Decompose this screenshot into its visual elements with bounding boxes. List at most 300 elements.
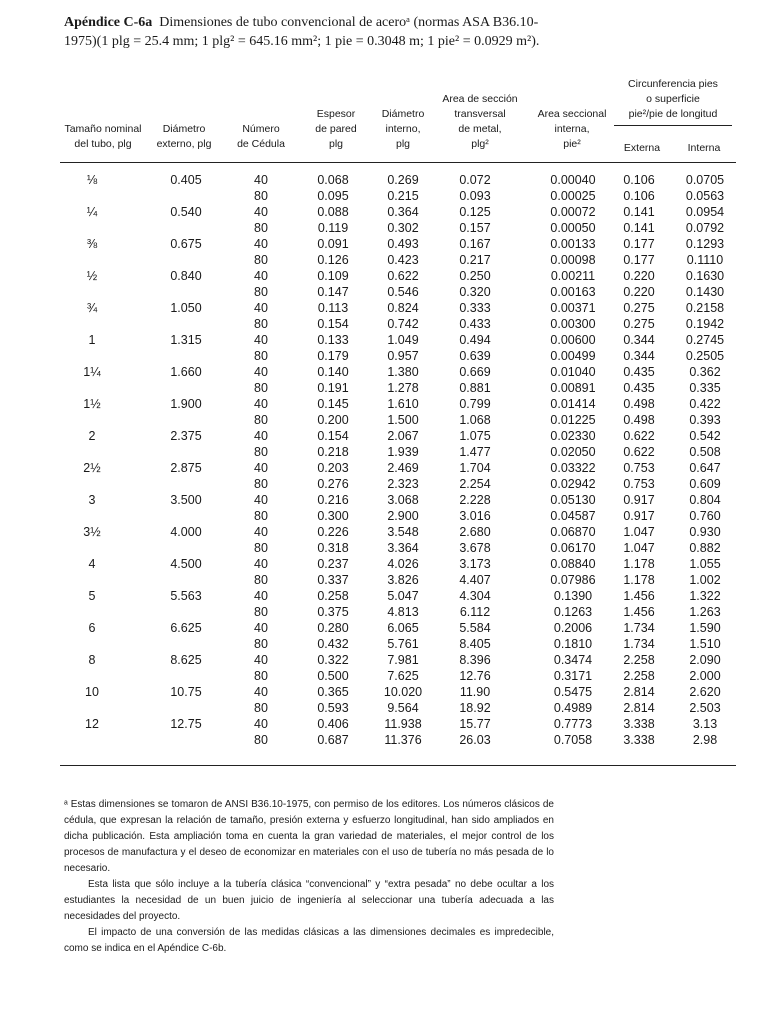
table-cell: 0.095 [317, 189, 349, 203]
table-cell: 3.548 [387, 525, 419, 539]
table-cell: 0.508 [689, 445, 721, 459]
table-cell: 10.75 [170, 685, 202, 699]
table-cell: 4.500 [170, 557, 202, 571]
table-cell: 1.075 [459, 429, 491, 443]
table-cell: 0.622 [387, 269, 419, 283]
table-cell: 0.753 [623, 461, 655, 475]
table-cell: 0.840 [170, 269, 202, 283]
table-cell: 40 [254, 173, 268, 187]
table-cell: 0.435 [623, 365, 655, 379]
footnote-engineering-judgment: Esta lista que sólo incluye a la tubería clásica “convencional” y “extra pesada” no debe ocultar a los estudiantes la necesidad de un buen juicio de ingeniería al seleccionar una tubería adecuada a las necesidades del proyecto. [64, 879, 554, 922]
table-cell: 0.093 [459, 189, 491, 203]
table-cell: 0.0954 [685, 205, 725, 219]
table-cell: 80 [254, 477, 268, 491]
table-bottom-rule [60, 765, 736, 766]
table-cell: 0.00098 [550, 253, 596, 267]
table-cell: ¾ [86, 301, 98, 315]
table-cell: 0.125 [459, 205, 491, 219]
table-cell: 0.0563 [685, 189, 725, 203]
table-cell: 0.01225 [550, 413, 596, 427]
table-cell: 0.337 [317, 573, 349, 587]
table-cell: 1.380 [387, 365, 419, 379]
table-cell: 0.1263 [553, 605, 593, 619]
table-cell: 0.335 [689, 381, 721, 395]
table-cell: 0.1390 [553, 589, 593, 603]
table-cell: 1.456 [623, 589, 655, 603]
table-cell: 6.625 [170, 621, 202, 635]
table-cell: 0.432 [317, 637, 349, 651]
table-cell: 0.760 [689, 509, 721, 523]
table-cell: 0.333 [459, 301, 491, 315]
table-cell: 0.237 [317, 557, 349, 571]
table-cell: 0.300 [317, 509, 349, 523]
table-cell: 40 [254, 557, 268, 571]
table-cell: 80 [254, 509, 268, 523]
table-cell: 10 [85, 685, 99, 699]
table-cell: 80 [254, 733, 268, 747]
table-cell: 6.112 [459, 605, 491, 619]
table-cell: 0.881 [459, 381, 491, 395]
header-nominal-size: Tamaño nominal del tubo, plg [64, 123, 142, 150]
table-cell: 0.2006 [553, 621, 593, 635]
table-cell: 2.254 [459, 477, 491, 491]
table-cell: 1.049 [387, 333, 419, 347]
header-wall-thickness: Espesor de pared plg [315, 108, 357, 150]
table-cell: 10.020 [383, 685, 423, 699]
table-cell: 0.220 [623, 269, 655, 283]
table-cell: 1.047 [623, 525, 655, 539]
table-cell: 0.275 [623, 317, 655, 331]
table-cell: 0.00300 [550, 317, 596, 331]
table-cell: 0.622 [623, 445, 655, 459]
table-cell: 0.00499 [550, 349, 596, 363]
table-cell: 80 [254, 573, 268, 587]
table-cell: 5 [88, 589, 96, 603]
table-cell: 0.3474 [553, 653, 593, 667]
table-cell: 0.344 [623, 349, 655, 363]
table-cell: 0.109 [317, 269, 349, 283]
table-cell: 0.320 [459, 285, 491, 299]
table-cell: 0.203 [317, 461, 349, 475]
table-cell: ⅛ [86, 173, 98, 187]
table-cell: 5.584 [459, 621, 491, 635]
header-internal-section-area: Area seccional interna, pie² [537, 108, 607, 150]
table-cell: 0.742 [387, 317, 419, 331]
table-cell: 0.364 [387, 205, 419, 219]
table-cell: 0.609 [689, 477, 721, 491]
table-cell: 3.173 [459, 557, 491, 571]
table-cell: 0.275 [623, 301, 655, 315]
table-cell: 0.365 [317, 685, 349, 699]
table-cell: 7.625 [387, 669, 419, 683]
table-cell: 0.494 [459, 333, 491, 347]
table-cell: 40 [254, 429, 268, 443]
table-cell: 1.178 [623, 573, 655, 587]
table-cell: 0.154 [317, 317, 349, 331]
table-cell: 2 [88, 429, 96, 443]
table-cell: 4.000 [170, 525, 202, 539]
table-cell: 0.917 [623, 493, 655, 507]
table-cell: 0.119 [317, 221, 349, 235]
table-cell: 0.088 [317, 205, 349, 219]
table-cell: 0.882 [689, 541, 721, 555]
table-cell: 0.753 [623, 477, 655, 491]
table-cell: 2.375 [170, 429, 202, 443]
table-cell: 0.06870 [550, 525, 596, 539]
column-circumference-external [614, 172, 664, 748]
table-cell: 2.258 [623, 653, 655, 667]
table-cell: 40 [254, 237, 268, 251]
table-cell: 80 [254, 605, 268, 619]
table-cell: 0.1110 [686, 253, 724, 267]
table-cell: 0.01040 [550, 365, 596, 379]
table-cell: 0.00040 [550, 173, 596, 187]
table-cell: 1.278 [387, 381, 419, 395]
footnote-source: ᵃ Estas dimensiones se tomaron de ANSI B36.10-1975, con permiso de los editores. Los números clásicos de cédula, que expresan la relación de tamaño, presión externa y esfuerzo longitudinal, han sido ampliados en dicha publicación. Esta ampliación toma en cuenta la gran variedad de materiales, el mejor control de los procesos de manufactura y el deseo de economizar en materiales con el uso de tubería no más pesada de lo necesario. [64, 799, 554, 874]
table-cell: ⅜ [86, 237, 98, 251]
table-cell: 1.610 [387, 397, 419, 411]
table-cell: 0.7058 [553, 733, 593, 747]
table-cell: 0.00600 [550, 333, 596, 347]
table-cell: 12.75 [170, 717, 202, 731]
table-cell: 2.620 [689, 685, 721, 699]
table-cell: 3.826 [387, 573, 419, 587]
table-cell: 0.498 [623, 397, 655, 411]
table-cell: 2.814 [623, 701, 655, 715]
table-cell: 0.344 [623, 333, 655, 347]
table-cell: 0.218 [317, 445, 349, 459]
table-cell: 80 [254, 221, 268, 235]
table-cell: 0.05130 [550, 493, 596, 507]
table-cell: 0.08840 [550, 557, 596, 571]
table-cell: 0.216 [317, 493, 349, 507]
header-rule [60, 162, 736, 163]
appendix-label: Apéndice C-6a [64, 15, 153, 30]
table-cell: 0.06170 [550, 541, 596, 555]
table-cell: 9.564 [387, 701, 419, 715]
header-internal-diameter: Diámetro interno, plg [381, 108, 425, 150]
table-cell: 1.477 [459, 445, 491, 459]
table-cell: 0.091 [317, 237, 349, 251]
table-cell: 0.930 [689, 525, 721, 539]
table-cell: 12 [85, 717, 99, 731]
table-cell: 1.734 [623, 621, 655, 635]
table-cell: 0.498 [623, 413, 655, 427]
table-cell: 80 [254, 669, 268, 683]
table-cell: 40 [254, 461, 268, 475]
column-circumference-internal [678, 172, 732, 748]
table-cell: 1½ [83, 397, 101, 411]
table-cell: 8.396 [459, 653, 491, 667]
table-cell: 0.00891 [550, 381, 596, 395]
table-cell: 0.542 [689, 429, 721, 443]
table-cell: 0.1630 [685, 269, 725, 283]
table-cell: 0.106 [623, 173, 655, 187]
table-cell: 80 [254, 253, 268, 267]
table-cell: 0.00211 [550, 269, 596, 283]
table-cell: 0.191 [317, 381, 349, 395]
table-cell: 2.98 [692, 733, 718, 747]
table-cell: 0.106 [623, 189, 655, 203]
table-cell: 0.2158 [685, 301, 725, 315]
table-cell: 3.338 [623, 733, 655, 747]
table-cell: 2.875 [170, 461, 202, 475]
table-cell: 4.304 [459, 589, 491, 603]
table-cell: 0.177 [623, 253, 655, 267]
table-cell: 1.500 [387, 413, 419, 427]
table-cell: 0.01414 [550, 397, 596, 411]
table-cell: 0.647 [689, 461, 721, 475]
footnote-conversion-impact: El impacto de una conversión de las medidas clásicas a las dimensiones decimales es impredecible, como se indica en el Apéndice C-6b. [64, 927, 554, 954]
column-internal-section-area [536, 172, 610, 748]
table-cell: 0.302 [387, 221, 419, 235]
table-cell: 1.939 [387, 445, 419, 459]
table-cell: 0.322 [317, 653, 349, 667]
header-circumference-external: Externa [623, 142, 661, 154]
table-cell: 1.590 [689, 621, 721, 635]
table-cell: 0.433 [459, 317, 491, 331]
table-cell: 2.258 [623, 669, 655, 683]
table-cell: 2.469 [387, 461, 419, 475]
table-cell: 0.00371 [550, 301, 596, 315]
table-cell: 80 [254, 701, 268, 715]
title-text-line1: Dimensiones de tubo convencional de aceroᵃ (normas ASA B36.10- [159, 15, 539, 30]
table-cell: 80 [254, 317, 268, 331]
table-cell: 3½ [83, 525, 101, 539]
table-cell: 40 [254, 397, 268, 411]
table-cell: 0.4989 [553, 701, 593, 715]
table-cell: 80 [254, 413, 268, 427]
table-cell: 1.002 [689, 573, 721, 587]
table-cell: 1.510 [689, 637, 721, 651]
table-cell: 11.938 [384, 717, 422, 731]
table-cell: 1.263 [689, 605, 721, 619]
table-cell: 3.13 [692, 717, 718, 731]
table-cell: 0.00072 [550, 205, 596, 219]
table-cell: 0.269 [387, 173, 419, 187]
table-cell: 0.0792 [685, 221, 725, 235]
table-cell: 40 [254, 269, 268, 283]
table-cell: 80 [254, 349, 268, 363]
table-cell: 0.493 [387, 237, 419, 251]
table-cell: 1 [88, 333, 96, 347]
footnotes [64, 797, 554, 957]
table-cell: 0.280 [317, 621, 349, 635]
table-cell: 0.824 [387, 301, 419, 315]
table-cell: ¼ [86, 205, 98, 219]
table-cell: 1.178 [623, 557, 655, 571]
table-cell: 3.364 [387, 541, 419, 555]
table-cell: 11.90 [459, 685, 491, 699]
table-cell: 0.2505 [685, 349, 725, 363]
table-cell: 5.761 [387, 637, 419, 651]
table-cell: 0.00025 [550, 189, 596, 203]
table-cell: 2.323 [387, 477, 419, 491]
table-cell: 1.660 [170, 365, 202, 379]
table-cell: 0.546 [387, 285, 419, 299]
table-cell: 40 [254, 333, 268, 347]
table-cell: 0.157 [459, 221, 491, 235]
table-cell: 0.126 [317, 253, 349, 267]
table-cell: 12.76 [459, 669, 491, 683]
table-cell: 0.422 [689, 397, 721, 411]
table-cell: 0.362 [689, 365, 721, 379]
table-cell: 80 [254, 445, 268, 459]
table-cell: 3.016 [459, 509, 491, 523]
table-cell: 2.680 [459, 525, 491, 539]
header-external-diameter: Diámetro externo, plg [156, 123, 212, 150]
table-cell: 0.405 [170, 173, 202, 187]
table-cell: 40 [254, 493, 268, 507]
column-nominal-size [64, 172, 120, 748]
table-cell: 1.050 [170, 301, 202, 315]
table-cell: 2.228 [459, 493, 491, 507]
table-cell: 0.217 [459, 253, 491, 267]
table-cell: 40 [254, 717, 268, 731]
table-cell: 0.5475 [553, 685, 593, 699]
table-cell: 0.669 [459, 365, 491, 379]
table-cell: 40 [254, 525, 268, 539]
table-cell: 0.7773 [553, 717, 593, 731]
column-wall-thickness [303, 172, 363, 748]
table-cell: 3.500 [170, 493, 202, 507]
table-cell: 0.423 [387, 253, 419, 267]
table-cell: 1.315 [170, 333, 202, 347]
table-cell: 11.376 [384, 733, 422, 747]
table-cell: 3 [88, 493, 96, 507]
table-cell: 0.799 [459, 397, 491, 411]
table-cell: 1.322 [689, 589, 721, 603]
table-cell: 0.140 [317, 365, 349, 379]
table-cell: 0.593 [317, 701, 349, 715]
table-cell: 6 [88, 621, 96, 635]
table-cell: 40 [254, 685, 268, 699]
table-cell: 0.00163 [550, 285, 596, 299]
table-cell: 80 [254, 189, 268, 203]
table-cell: 80 [254, 541, 268, 555]
title-text-line2: 1975)(1 plg = 25.4 mm; 1 plg² = 645.16 mm²; 1 pie = 0.3048 m; 1 pie² = 0.0929 m²). [64, 34, 540, 49]
table-cell: 0.167 [459, 237, 491, 251]
table-cell: 80 [254, 381, 268, 395]
table-cell: 2.000 [689, 669, 721, 683]
table-cell: 15.77 [459, 717, 491, 731]
table-cell: 0.500 [317, 669, 349, 683]
table-cell: 0.07986 [550, 573, 596, 587]
table-cell: 5.047 [387, 589, 419, 603]
table-cell: 1.734 [623, 637, 655, 651]
header-circumference-group: Circunferencia pies o superficie pie²/pie de longitud [628, 78, 718, 120]
header-circumference-internal: Interna [687, 142, 721, 154]
table-cell: 0.02942 [550, 477, 596, 491]
table-cell: 40 [254, 205, 268, 219]
table-cell: 2.900 [387, 509, 419, 523]
table-cell: 1.055 [689, 557, 721, 571]
table-cell: 26.03 [459, 733, 491, 747]
header-schedule-number: Número de Cédula [237, 123, 285, 150]
table-cell: 0.220 [623, 285, 655, 299]
table-cell: 1.068 [459, 413, 491, 427]
table-cell: 40 [254, 589, 268, 603]
table-cell: 0.226 [317, 525, 349, 539]
table-cell: 0.177 [623, 237, 655, 251]
table-cell: 0.375 [317, 605, 349, 619]
table-cell: 0.141 [623, 205, 655, 219]
table-cell: 0.068 [317, 173, 349, 187]
table-cell: 0.02330 [550, 429, 596, 443]
column-schedule-number [236, 172, 286, 748]
table-cell: 4.026 [387, 557, 419, 571]
appendix-title [64, 13, 564, 51]
table-cell: 0.540 [170, 205, 202, 219]
table-cell: 0.141 [623, 221, 655, 235]
table-cell: 18.92 [459, 701, 491, 715]
table-cell: 40 [254, 301, 268, 315]
table-cell: 4 [88, 557, 96, 571]
table-cell: 0.276 [317, 477, 349, 491]
table-cell: 1.900 [170, 397, 202, 411]
table-cell: 3.338 [623, 717, 655, 731]
table-cell: 1.456 [623, 605, 655, 619]
table-cell: 2.090 [689, 653, 721, 667]
table-cell: 2.067 [387, 429, 419, 443]
column-metal-area [446, 172, 504, 748]
table-cell: 1¼ [83, 365, 101, 379]
table-cell: 8.625 [170, 653, 202, 667]
table-cell: 0.1810 [553, 637, 593, 651]
table-cell: 0.957 [387, 349, 419, 363]
table-cell: 8.405 [459, 637, 491, 651]
table-cell: 0.406 [317, 717, 349, 731]
header-metal-area: Area de sección transversal de metal, plg² [442, 93, 518, 150]
table-cell: 1.047 [623, 541, 655, 555]
table-cell: ½ [86, 269, 98, 283]
table-cell: 2.814 [623, 685, 655, 699]
table-cell: 0.3171 [553, 669, 593, 683]
table-cell: 0.133 [317, 333, 349, 347]
column-external-diameter [148, 172, 224, 748]
table-cell: 0.393 [689, 413, 721, 427]
table-cell: 7.981 [387, 653, 419, 667]
table-cell: 0.1942 [685, 317, 725, 331]
table-cell: 40 [254, 621, 268, 635]
table-cell: 0.02050 [550, 445, 596, 459]
table-cell: 0.145 [317, 397, 349, 411]
table-cell: 40 [254, 653, 268, 667]
table-cell: 5.563 [170, 589, 202, 603]
table-cell: 0.215 [387, 189, 419, 203]
table-cell: 0.622 [623, 429, 655, 443]
table-cell: 0.258 [317, 589, 349, 603]
table-cell: 3.068 [387, 493, 419, 507]
table-cell: 0.03322 [550, 461, 596, 475]
table-cell: 8 [88, 653, 96, 667]
table-cell: 0.250 [459, 269, 491, 283]
table-cell: 2.503 [689, 701, 721, 715]
table-cell: 0.113 [317, 301, 349, 315]
table-cell: 0.147 [317, 285, 349, 299]
table-cell: 0.200 [317, 413, 349, 427]
table-cell: 0.1430 [685, 285, 725, 299]
table-cell: 0.804 [689, 493, 721, 507]
table-cell: 1.704 [459, 461, 491, 475]
table-cell: 0.1293 [685, 237, 725, 251]
table-cell: 80 [254, 285, 268, 299]
table-cell: 6.065 [387, 621, 419, 635]
table-cell: 0.675 [170, 237, 202, 251]
column-internal-diameter [372, 172, 434, 748]
table-cell: 0.0705 [685, 173, 725, 187]
table-cell: 3.678 [459, 541, 491, 555]
